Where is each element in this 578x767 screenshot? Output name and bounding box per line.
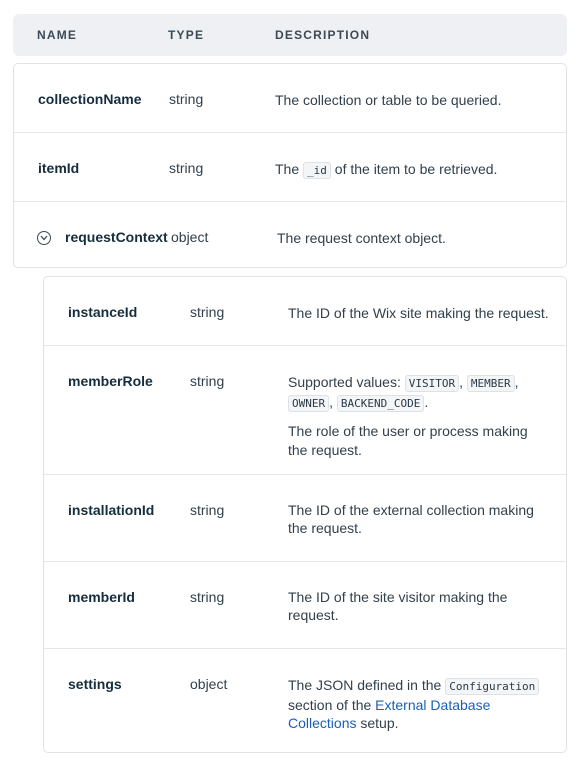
table-row — [14, 64, 566, 133]
param-type: object — [171, 229, 209, 245]
param-description: The collection or table to be queried. — [275, 92, 502, 108]
enum-value: MEMBER — [467, 375, 515, 392]
enum-value: BACKEND_CODE — [337, 395, 424, 412]
param-type: string — [169, 91, 204, 107]
table-row — [44, 649, 566, 753]
param-description: The ID of the external collection making the request. — [288, 502, 534, 536]
header-description: DESCRIPTION — [275, 28, 371, 42]
param-description: Supported values: VISITOR , MEMBER , OWNER , BACKEND_CODE . The role of the user or process making the request. — [288, 373, 538, 460]
table-row-expandable[interactable] — [14, 202, 566, 268]
table-header — [13, 14, 567, 56]
inline-code: _id — [303, 162, 331, 179]
param-type: string — [190, 304, 225, 320]
inline-code: Configuration — [445, 678, 539, 695]
param-description: The _id of the item to be retrieved. — [275, 161, 498, 177]
param-name: settings — [68, 676, 122, 692]
enum-value: OWNER — [288, 395, 329, 412]
param-description: The JSON defined in the Configuration section of the External Database Collections setup. — [288, 676, 550, 732]
param-name: memberRole — [68, 373, 153, 389]
param-name: instanceId — [68, 304, 138, 320]
table-row — [44, 562, 566, 649]
role-description: The role of the user or process making the request. — [288, 423, 528, 458]
param-name: collectionName — [38, 91, 142, 107]
param-name[interactable]: requestContext — [65, 229, 168, 245]
table-row — [44, 475, 566, 562]
param-name: installationId — [68, 502, 155, 518]
chevron-down-circle-icon[interactable] — [37, 231, 51, 245]
param-description: The request context object. — [277, 230, 446, 246]
table-row — [14, 133, 566, 202]
external-database-collections-link[interactable]: External Database Collections — [288, 697, 491, 731]
param-type: string — [169, 160, 204, 176]
param-type: string — [190, 502, 225, 518]
param-description: The ID of the site visitor making the request. — [288, 589, 508, 623]
param-name: memberId — [68, 589, 135, 605]
param-type: string — [190, 373, 225, 389]
request-context-table — [43, 276, 567, 753]
header-name: NAME — [37, 28, 78, 42]
parameters-table — [13, 63, 567, 268]
param-type: object — [190, 676, 228, 692]
table-row — [44, 346, 566, 475]
enum-value: VISITOR — [405, 375, 459, 392]
table-row — [44, 277, 566, 346]
param-type: string — [190, 589, 225, 605]
param-description: The ID of the Wix site making the request. — [288, 305, 549, 321]
param-name: itemId — [38, 160, 80, 176]
header-type: TYPE — [168, 28, 205, 42]
